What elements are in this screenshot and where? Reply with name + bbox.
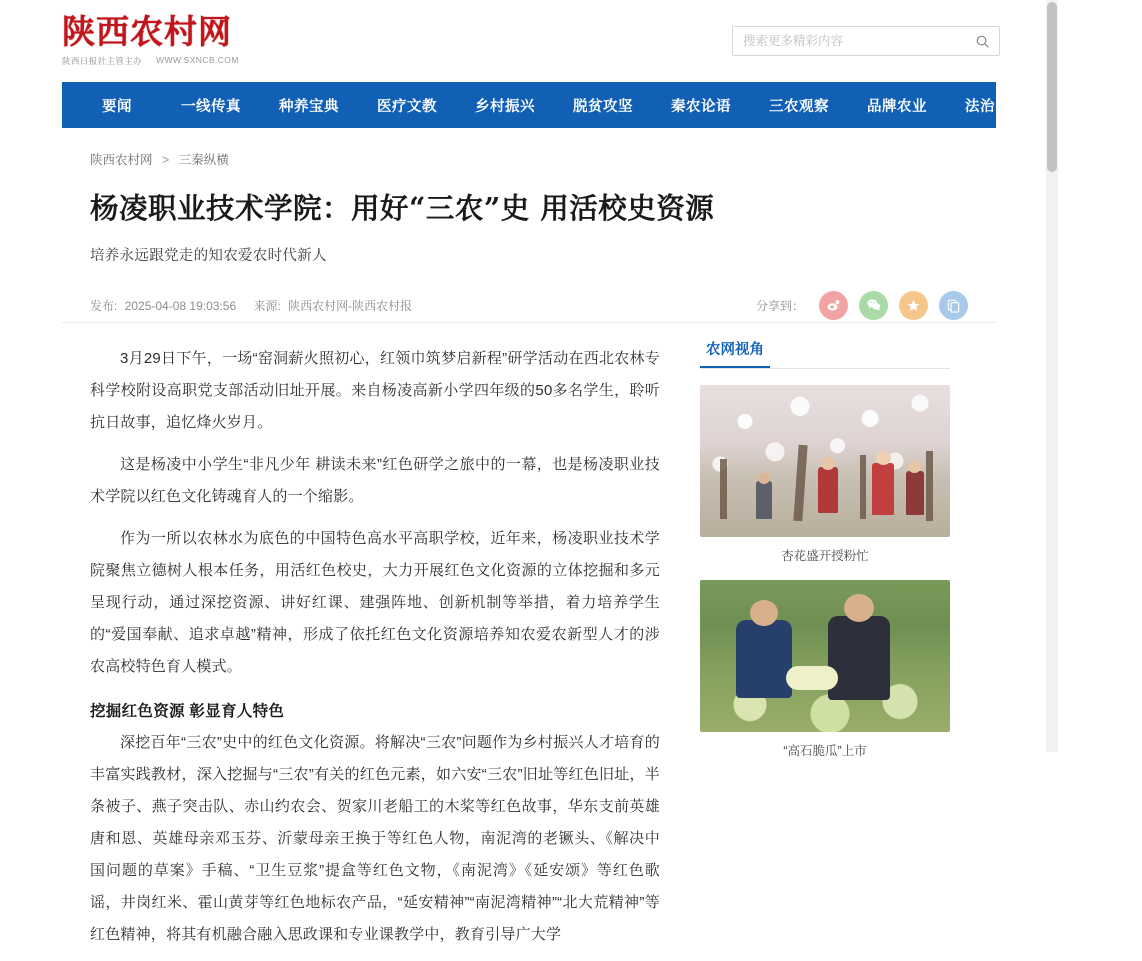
share-bar (756, 291, 968, 320)
page-title: 杨凌职业技术学院：用好“三农”史 用活校史资源 (90, 191, 715, 225)
weibo-glyph-icon (826, 298, 841, 313)
site-logo[interactable] (62, 12, 239, 67)
tab-agri-perspective[interactable]: 农网视角 (700, 338, 770, 368)
logo-text: 陕西农村网 (62, 12, 232, 52)
nav-item-5[interactable]: 脱贫攻坚 (573, 98, 633, 115)
article-subtitle: 培养永远跟党走的知农爱农时代新人 (90, 248, 327, 265)
search-icon (975, 34, 990, 49)
nav-item-2[interactable]: 种养宝典 (279, 98, 339, 115)
breadcrumb-home[interactable]: 陕西农村网 (90, 153, 153, 167)
meta-left (90, 297, 416, 314)
paragraph: 3月29日下午，一场“窑洞薪火照初心，红领巾筑梦启新程”研学活动在西北农林专科学校附设高职党支部活动旧址开展。来自杨凌高新小学四年级的50多名学生，聆听抗日故事，追忆烽火岁月。 (90, 350, 660, 432)
scrollbar-thumb[interactable] (1047, 2, 1057, 172)
paragraph: 作为一所以农林水为底色的中国特色高水平高职学校，近年来，杨凌职业技术学院聚焦立德树人根本任务，用活红色校史，大力开展红色文化资源的立体挖掘和多元呈现行动，通过深挖资源、讲好红课、建强阵地、创新机制等举措，着力培养学生的“爱国奉献、追求卓越”精神，形成了依托红色文化资源培养知农爱农新型人才的涉农高校特色育人模式。 (90, 530, 660, 676)
site-header (0, 0, 1058, 82)
sidebar-tabs (700, 337, 950, 369)
nav-item-9[interactable]: 法治陕西 (965, 98, 1025, 115)
nav-item-4[interactable]: 乡村振兴 (475, 98, 535, 115)
search-input[interactable] (733, 27, 965, 55)
logo-sub-right: WWW.SXNCB.COM (156, 54, 239, 65)
logo-subtitle (62, 55, 239, 67)
article-body (90, 323, 660, 961)
publish-label: 发布: (90, 298, 118, 313)
sidebar-card-caption: 杏花盛开授粉忙 (781, 549, 869, 564)
nav-item-10[interactable]: 三秦纵横 (1063, 98, 1123, 115)
content-area (62, 323, 996, 961)
logo-sub-left: 陕西日报社主管主办 (62, 55, 143, 66)
article-meta (90, 288, 968, 322)
copy-link-share-icon[interactable] (939, 291, 968, 320)
nav-item-7[interactable]: 三农观察 (769, 98, 829, 115)
share-label: 分享到： (755, 298, 804, 313)
melon-harvest-photo[interactable] (700, 580, 950, 732)
wechat-share-icon[interactable] (859, 291, 888, 320)
page-scrollbar[interactable] (1046, 0, 1058, 752)
sidebar-card-0[interactable] (700, 385, 950, 564)
paragraph: 深挖百年“三农”史中的红色文化资源。将解决“三农”问题作为乡村振兴人才培育的丰富实践教材，深入挖掘与“三农”有关的红色元素，如六安“三农”旧址等红色旧址，半条被子、燕子突击队、赤山约农会、贺家川老船工的木桨等红色故事，华东支前英雄唐和恩、英雄母亲邓玉芬、沂蒙母亲王换于等红色人物，南泥湾的老镢头、《解决中国问题的草案》手稿、“卫生豆浆”提盒等红色文物，《南泥湾》《延安颂》等红色歌谣，井岗红米、霍山黄芽等红色地标农产品，“延安精神”“南泥湾精神”“北大荒精神”等红色精神，将其有机融合融入思政课和专业课教学中，教育引导广大学 (90, 734, 660, 944)
wechat-glyph-icon (866, 297, 882, 313)
main-navigation (62, 82, 1123, 128)
search-button[interactable] (965, 27, 999, 55)
sidebar-card-1[interactable] (700, 580, 950, 759)
sidebar-card-caption: “高石脆瓜”上市 (783, 744, 867, 759)
nav-item-0[interactable]: 要闻 (102, 98, 132, 115)
source-label: 来源: (253, 298, 281, 313)
star-icon (906, 298, 921, 313)
sidebar (700, 323, 950, 961)
source-value: 陕西农村网-陕西农村报 (288, 298, 413, 313)
nav-item-3[interactable]: 医疗文教 (377, 98, 437, 115)
nav-item-1[interactable]: 一线传真 (181, 98, 241, 115)
copy-icon (946, 298, 961, 313)
orchard-blossom-photo[interactable] (700, 385, 950, 537)
breadcrumb-separator: > (162, 153, 170, 167)
publish-time: 2025-04-08 19:03:56 (124, 298, 237, 313)
nav-item-8[interactable]: 品牌农业 (867, 98, 927, 115)
search-box[interactable] (732, 26, 1000, 56)
nav-item-6[interactable]: 秦农论语 (671, 98, 731, 115)
favorite-share-icon[interactable] (899, 291, 928, 320)
article-header (62, 190, 996, 322)
breadcrumb-current[interactable]: 三秦纵横 (178, 153, 229, 167)
weibo-share-icon[interactable] (819, 291, 848, 320)
paragraph: 这是杨凌中小学生“非凡少年 耕读未来”红色研学之旅中的一幕，也是杨凌职业技术学院以红色文化铸魂育人的一个缩影。 (90, 456, 660, 506)
breadcrumb (62, 150, 996, 168)
section-subheading: 挖掘红色资源 彰显育人特色 (90, 703, 285, 721)
